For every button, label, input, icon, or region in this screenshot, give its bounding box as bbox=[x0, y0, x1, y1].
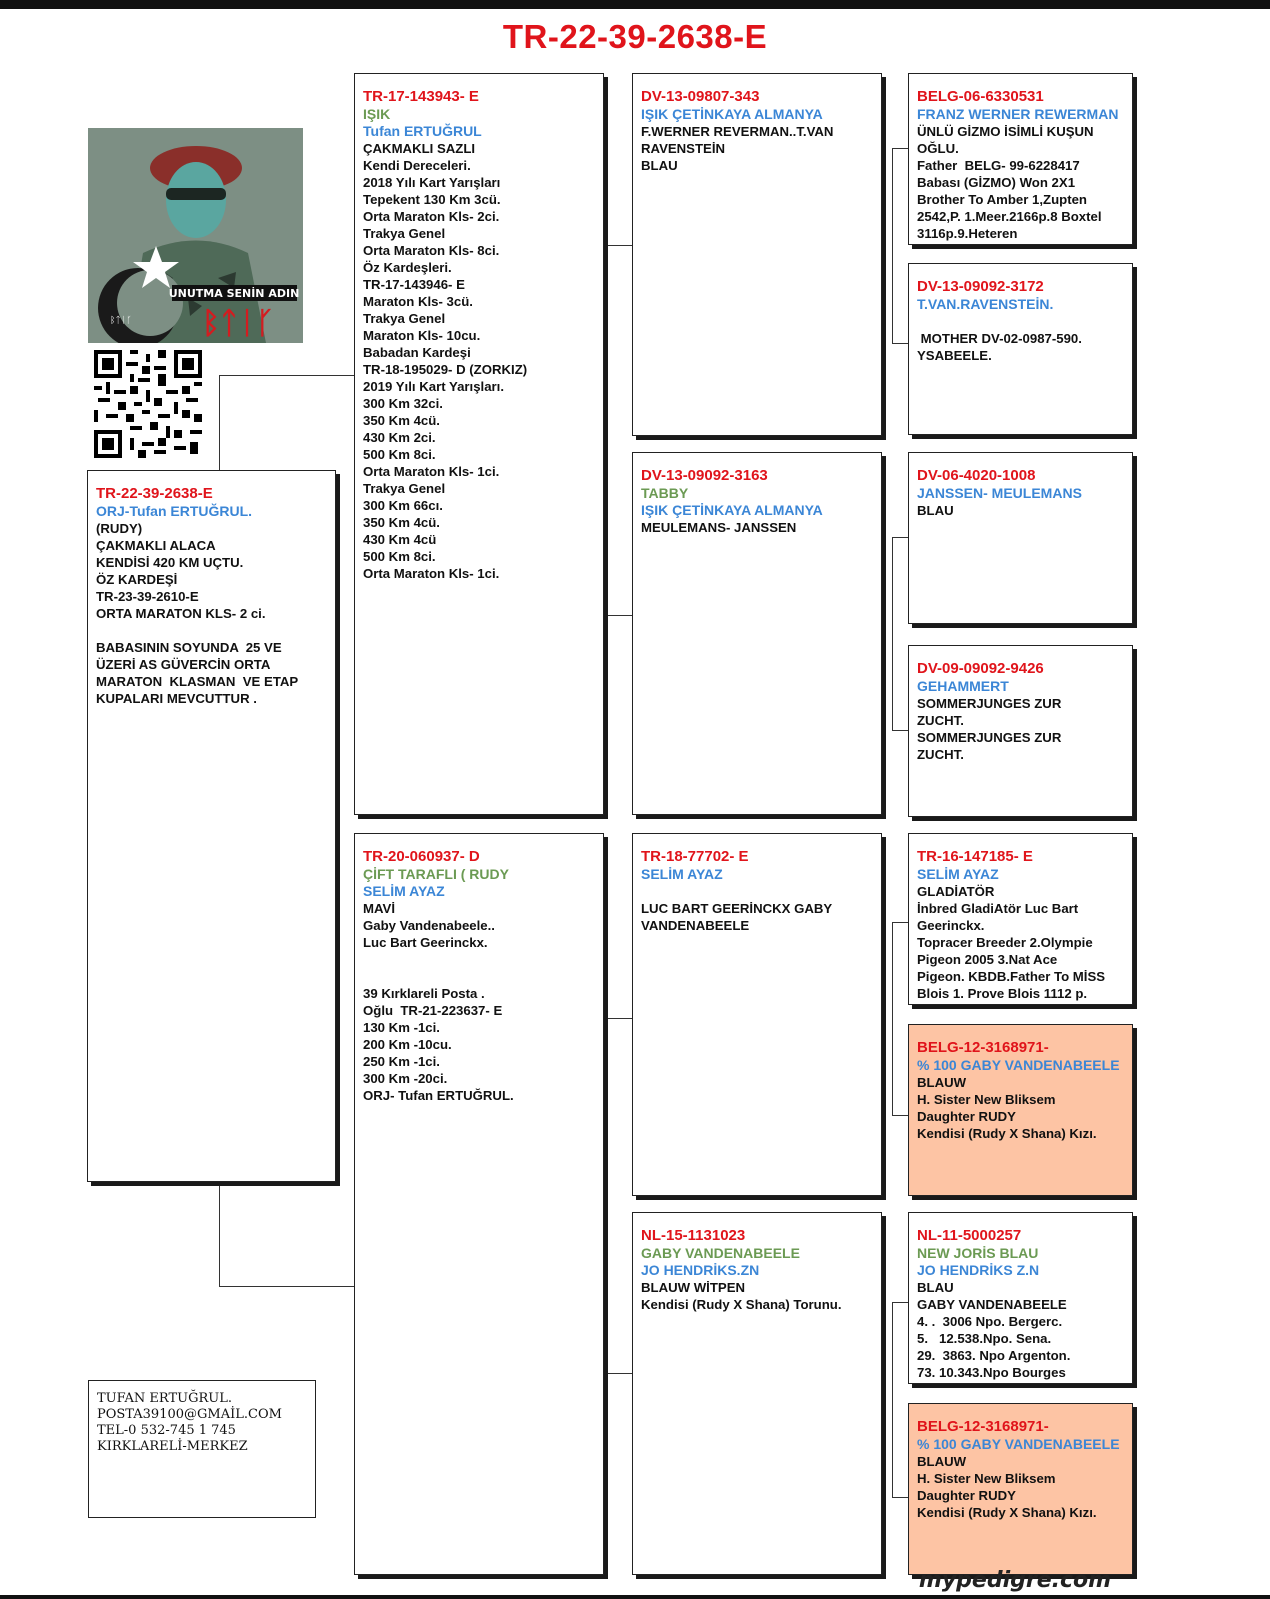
breeder-name: GEHAMMERT bbox=[917, 678, 1009, 694]
detail-line: Gaby Vandenabeele.. bbox=[363, 918, 495, 933]
ring-number: NL-15-1131023 bbox=[641, 1227, 746, 1244]
ring-number: DV-09-09092-9426 bbox=[917, 660, 1044, 677]
ring-number: DV-13-09807-343 bbox=[641, 88, 760, 105]
dam-name: ÇİFT TARAFLI ( RUDY bbox=[363, 866, 509, 882]
detail-line: Orta Maraton Kls- 1ci. bbox=[363, 464, 500, 479]
detail-line: Daughter RUDY bbox=[917, 1488, 1016, 1503]
detail-line: 430 Km 2ci. bbox=[363, 430, 436, 445]
detail-line: Kendisi (Rudy X Shana) Kızı. bbox=[917, 1126, 1097, 1141]
detail-line: 3116p.9.Heteren bbox=[917, 226, 1018, 241]
detail-line: 2542,P. 1.Meer.2166p.8 Boxtel bbox=[917, 209, 1102, 224]
connector bbox=[892, 148, 908, 149]
sire-owner: Tufan ERTUĞRUL bbox=[363, 123, 482, 139]
detail-line: Kendi Dereceleri. bbox=[363, 158, 471, 173]
dam-owner: SELİM AYAZ bbox=[363, 883, 445, 899]
photo-badge-text: ᛒᛏᛁᚴ bbox=[110, 316, 132, 326]
detail-line: Trakya Genel bbox=[363, 226, 446, 241]
detail-line: Daughter RUDY bbox=[917, 1109, 1016, 1124]
grandparent-card[interactable] bbox=[632, 833, 882, 1196]
subject-card[interactable] bbox=[87, 470, 336, 1182]
detail-line: H. Sister New Bliksem bbox=[917, 1471, 1056, 1486]
detail-line: Maraton Kls- 10cu. bbox=[363, 328, 481, 343]
breeder-name: IŞIK ÇETİNKAYA ALMANYA bbox=[641, 502, 823, 518]
detail-line: Babası (GİZMO) Won 2X1 bbox=[917, 175, 1076, 190]
pigeon-name: GABY VANDENABEELE bbox=[641, 1245, 800, 1261]
connector bbox=[892, 148, 893, 343]
great-grandparent-card[interactable] bbox=[908, 263, 1133, 435]
connector bbox=[892, 537, 908, 538]
connector bbox=[892, 1302, 908, 1303]
great-grandparent-card[interactable] bbox=[908, 73, 1133, 245]
detail-line: 500 Km 8ci. bbox=[363, 549, 436, 564]
breeder-name: T.VAN.RAVENSTEİN. bbox=[917, 296, 1054, 312]
detail-line: BLAU bbox=[917, 503, 954, 518]
detail-line: Pigeon. KBDB.Father To MİSS bbox=[917, 969, 1106, 984]
top-border bbox=[0, 0, 1270, 9]
ring-number: TR-16-147185- E bbox=[917, 848, 1033, 865]
profile-photo bbox=[88, 128, 303, 343]
great-grandparent-card[interactable] bbox=[908, 645, 1133, 817]
detail-line: BLAUW bbox=[917, 1075, 967, 1090]
ring-number: DV-13-09092-3172 bbox=[917, 278, 1044, 295]
detail-line: F.WERNER REVERMAN..T.VAN bbox=[641, 124, 834, 139]
footer-brand[interactable]: mypedigre.com bbox=[918, 1568, 1112, 1593]
detail-line: Luc Bart Geerinckx. bbox=[363, 935, 488, 950]
detail-line: GABY VANDENABEELE bbox=[917, 1297, 1067, 1312]
detail-line: MEULEMANS- JANSSEN bbox=[641, 520, 797, 535]
connector bbox=[892, 922, 908, 923]
connector bbox=[219, 1286, 354, 1287]
detail-line: ORJ- Tufan ERTUĞRUL. bbox=[363, 1088, 514, 1103]
detail-line: Brother To Amber 1,Zupten bbox=[917, 192, 1087, 207]
photo-logo-text: ᛒᛏᛁᚴ bbox=[202, 306, 274, 341]
pigeon-name: NEW JORİS BLAU bbox=[917, 1245, 1039, 1261]
detail-line: Öz Kardeşleri. bbox=[363, 260, 452, 275]
sire-ring: TR-17-143943- E bbox=[363, 88, 479, 105]
detail-line: 2018 Yılı Kart Yarışları bbox=[363, 175, 501, 190]
detail-line: MAVİ bbox=[363, 901, 395, 916]
ring-number: TR-18-77702- E bbox=[641, 848, 749, 865]
ring-number: NL-11-5000257 bbox=[917, 1227, 1022, 1244]
detail-line: GLADİATÖR bbox=[917, 884, 995, 899]
ring-number: BELG-06-6330531 bbox=[917, 88, 1044, 105]
breeder-name: JO HENDRİKS.ZN bbox=[641, 1262, 760, 1278]
sire-details bbox=[363, 140, 595, 582]
contact-email[interactable]: POSTA39100@GMAİL.COM bbox=[97, 1407, 282, 1422]
detail-line: Oğlu TR-21-223637- E bbox=[363, 1003, 503, 1018]
connector bbox=[606, 615, 632, 616]
detail-line: VANDENABEELE bbox=[641, 918, 750, 933]
connector bbox=[892, 1302, 893, 1497]
detail-line: 500 Km 8ci. bbox=[363, 447, 436, 462]
detail-line: Kendisi (Rudy X Shana) Kızı. bbox=[917, 1505, 1097, 1520]
detail-line: SOMMERJUNGES ZUR bbox=[917, 696, 1062, 711]
detail-line: 130 Km -1ci. bbox=[363, 1020, 440, 1035]
detail-line: LUC BART GEERİNCKX GABY bbox=[641, 901, 833, 916]
detail-line: Geerinckx. bbox=[917, 918, 985, 933]
detail-line: OĞLU. bbox=[917, 141, 959, 156]
connector bbox=[606, 1018, 607, 1373]
great-grandparent-card[interactable] bbox=[908, 452, 1133, 624]
detail-line: Blois 1. Prove Blois 1112 p. bbox=[917, 986, 1088, 1001]
dam-details bbox=[363, 900, 595, 1104]
detail-line: 5. 12.538.Npo. Sena. bbox=[917, 1331, 1052, 1346]
subject-line: ÇAKMAKLI ALACA bbox=[96, 538, 216, 553]
connector bbox=[892, 343, 908, 344]
detail-line: Father BELG- 99-6228417 bbox=[917, 158, 1080, 173]
detail-line: 39 Kırklareli Posta . bbox=[363, 986, 485, 1001]
detail-line: İnbred GladiAtör Luc Bart bbox=[917, 901, 1079, 916]
detail-line: TR-18-195029- D (ZORKIZ) bbox=[363, 362, 528, 377]
detail-line: 73. 10.343.Npo Bourges bbox=[917, 1365, 1066, 1380]
subject-line: BABASININ SOYUNDA 25 VE bbox=[96, 640, 282, 655]
connector bbox=[892, 1497, 908, 1498]
great-grandparent-card[interactable] bbox=[908, 1024, 1133, 1196]
detail-line: BLAU bbox=[917, 1280, 954, 1295]
photo-caption: UNUTMA SENİN ADIN bbox=[168, 287, 300, 300]
bottom-border bbox=[0, 1595, 1270, 1599]
subject-line: TR-23-39-2610-E bbox=[96, 589, 199, 604]
detail-line: Topracer Breeder 2.Olympie bbox=[917, 935, 1093, 950]
detail-line bbox=[363, 951, 595, 968]
breeder-name: JO HENDRİKS Z.N bbox=[917, 1262, 1040, 1278]
connector bbox=[219, 375, 354, 376]
connector bbox=[219, 1180, 220, 1286]
breeder-name: IŞIK ÇETİNKAYA ALMANYA bbox=[641, 106, 823, 122]
detail-line: Maraton Kls- 3cü. bbox=[363, 294, 473, 309]
contact-phone[interactable]: TEL-0 532-745 1 745 bbox=[97, 1423, 236, 1438]
detail-line: H. Sister New Bliksem bbox=[917, 1092, 1056, 1107]
detail-line bbox=[363, 968, 595, 985]
great-grandparent-card[interactable] bbox=[908, 1212, 1133, 1384]
detail-line: 300 Km 32ci. bbox=[363, 396, 443, 411]
dam-card[interactable] bbox=[354, 833, 604, 1575]
detail-line: Orta Maraton Kls- 2ci. bbox=[363, 209, 500, 224]
sire-name: IŞIK bbox=[363, 106, 391, 122]
breeder-name: FRANZ WERNER REWERMAN bbox=[917, 106, 1119, 122]
detail-line: SOMMERJUNGES ZUR bbox=[917, 730, 1062, 745]
connector bbox=[606, 245, 632, 246]
grandparent-card[interactable] bbox=[632, 1212, 882, 1575]
detail-line: 300 Km -20ci. bbox=[363, 1071, 448, 1086]
detail-line: Kendisi (Rudy X Shana) Torunu. bbox=[641, 1297, 842, 1312]
dam-ring: TR-20-060937- D bbox=[363, 848, 480, 865]
detail-line: ZUCHT. bbox=[917, 713, 964, 728]
detail-line: 2019 Yılı Kart Yarışları. bbox=[363, 379, 505, 394]
breeder-name: SELİM AYAZ bbox=[641, 866, 723, 882]
qr-code-icon[interactable] bbox=[94, 350, 202, 458]
grandparent-card[interactable] bbox=[632, 452, 882, 815]
detail-line: TR-17-143946- E bbox=[363, 277, 465, 292]
detail-line: Pigeon 2005 3.Nat Ace bbox=[917, 952, 1058, 967]
detail-line: 350 Km 4cü. bbox=[363, 515, 440, 530]
detail-line: ÜNLÜ GİZMO İSİMLİ KUŞUN bbox=[917, 124, 1094, 139]
subject-line: MARATON KLASMAN VE ETAP bbox=[96, 674, 299, 689]
subject-name: ORJ-Tufan ERTUĞRUL. bbox=[96, 503, 253, 519]
contact-box bbox=[88, 1380, 316, 1518]
connector bbox=[892, 922, 893, 1115]
detail-line: Tepekent 130 Km 3cü. bbox=[363, 192, 501, 207]
subject-line: KENDİSİ 420 KM UÇTU. bbox=[96, 555, 244, 570]
detail-line: 250 Km -1ci. bbox=[363, 1054, 440, 1069]
detail-line: BLAUW WİTPEN bbox=[641, 1280, 746, 1295]
subject-ring: TR-22-39-2638-E bbox=[96, 485, 213, 502]
connector bbox=[219, 375, 220, 470]
connector bbox=[606, 1018, 632, 1019]
contact-line: KIRKLARELİ-MERKEZ bbox=[97, 1439, 248, 1454]
ring-number: BELG-12-3168971- bbox=[917, 1039, 1049, 1056]
subject-line: ÖZ KARDEŞİ bbox=[96, 572, 178, 587]
detail-line: YSABEELE. bbox=[917, 348, 992, 363]
detail-line: BLAU bbox=[641, 158, 678, 173]
grandparent-card[interactable] bbox=[632, 73, 882, 436]
page-title: TR-22-39-2638-E bbox=[502, 18, 768, 55]
breeder-name: % 100 GABY VANDENABEELE bbox=[917, 1436, 1120, 1452]
detail-line: ZUCHT. bbox=[917, 747, 964, 762]
detail-line: Babadan Kardeşi bbox=[363, 345, 471, 360]
detail-line: 300 Km 66cı. bbox=[363, 498, 443, 513]
ring-number: DV-13-09092-3163 bbox=[641, 467, 768, 484]
breeder-name: JANSSEN- MEULEMANS bbox=[917, 485, 1082, 501]
detail-line: 430 Km 4cü bbox=[363, 532, 437, 547]
detail-line: 29. 3863. Npo Argenton. bbox=[917, 1348, 1071, 1363]
connector bbox=[892, 537, 893, 730]
great-grandparent-card[interactable] bbox=[908, 1403, 1133, 1575]
soldier-photo-icon bbox=[88, 128, 303, 343]
subject-line bbox=[96, 622, 327, 639]
subject-line: ÜZERİ AS GÜVERCİN ORTA bbox=[96, 657, 271, 672]
detail-line bbox=[641, 883, 873, 900]
ring-number: BELG-12-3168971- bbox=[917, 1418, 1049, 1435]
detail-line: MOTHER DV-02-0987-590. bbox=[917, 331, 1082, 346]
detail-line: 350 Km 4cü. bbox=[363, 413, 440, 428]
connector bbox=[892, 1115, 908, 1116]
detail-line bbox=[917, 313, 1124, 330]
subject-line: KUPALARI MEVCUTTUR . bbox=[96, 691, 257, 706]
detail-line: Trakya Genel bbox=[363, 311, 446, 326]
ring-number: DV-06-4020-1008 bbox=[917, 467, 1036, 484]
connector bbox=[606, 1373, 632, 1374]
subject-line: ORTA MARATON KLS- 2 ci. bbox=[96, 606, 266, 621]
detail-line: 200 Km -10cu. bbox=[363, 1037, 452, 1052]
sire-card[interactable] bbox=[354, 73, 604, 815]
detail-line: Orta Maraton Kls- 1ci. bbox=[363, 566, 500, 581]
great-grandparent-card[interactable] bbox=[908, 833, 1133, 1005]
breeder-name: SELİM AYAZ bbox=[917, 866, 999, 882]
detail-line: ÇAKMAKLI SAZLI bbox=[363, 141, 476, 156]
detail-line: Orta Maraton Kls- 8ci. bbox=[363, 243, 500, 258]
detail-line: RAVENSTEİN bbox=[641, 141, 726, 156]
breeder-name: % 100 GABY VANDENABEELE bbox=[917, 1057, 1120, 1073]
pigeon-name: TABBY bbox=[641, 485, 689, 501]
detail-line: 4. . 3006 Npo. Bergerc. bbox=[917, 1314, 1063, 1329]
contact-line: TUFAN ERTUĞRUL. bbox=[97, 1391, 232, 1406]
subject-line: (RUDY) bbox=[96, 521, 143, 536]
detail-line: Trakya Genel bbox=[363, 481, 446, 496]
connector bbox=[606, 245, 607, 615]
detail-line: BLAUW bbox=[917, 1454, 967, 1469]
connector bbox=[892, 730, 908, 731]
